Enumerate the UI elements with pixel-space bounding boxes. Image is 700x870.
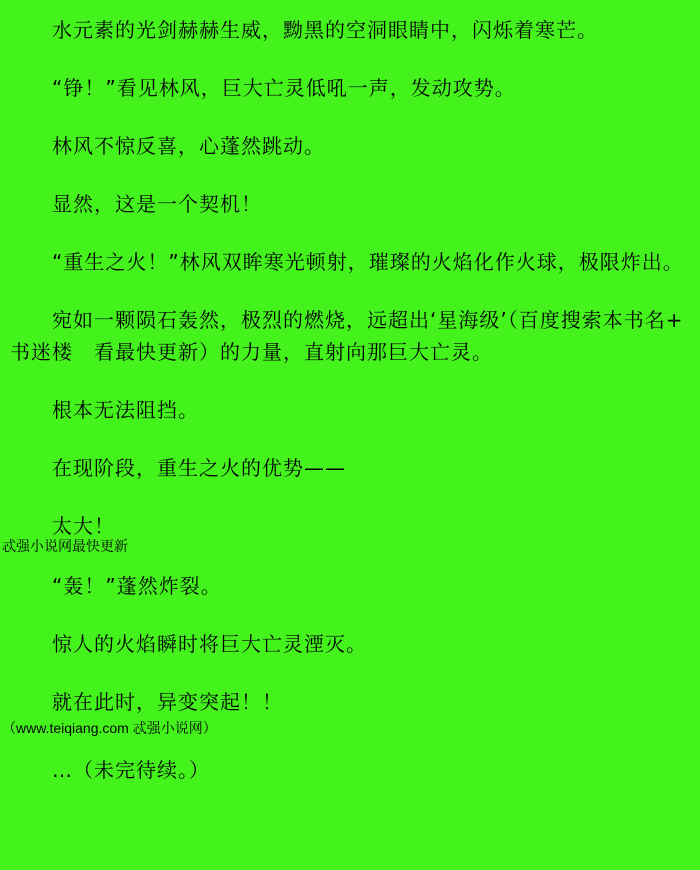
novel-paragraph: 水元素的光剑赫赫生威，黝黑的空洞眼睛中，闪烁着寒芒。 xyxy=(52,18,598,42)
novel-paragraph: “轰！”蓬然炸裂。 xyxy=(52,574,222,598)
site-watermark-url: （www.teiqiang.com 忒强小说网） xyxy=(2,720,217,736)
novel-paragraph: 就在此时，异变突起！！ xyxy=(52,690,283,714)
novel-paragraph: 林风不惊反喜，心蓬然跳动。 xyxy=(52,134,325,158)
novel-paragraph: 显然，这是一个契机！ xyxy=(52,192,262,216)
novel-paragraph: 宛如一颗陨石轰然，极烈的燃烧，远超出‘星海级’（百度搜索本书名+ 书迷楼 看最快更新）的力量，直射向那巨大亡灵。 xyxy=(10,308,684,364)
novel-paragraph: 根本无法阻挡。 xyxy=(52,398,199,422)
novel-paragraph: 太大！ xyxy=(52,514,115,538)
novel-paragraph: “铮！”看见林风，巨大亡灵低吼一声，发动攻势。 xyxy=(52,76,516,100)
novel-paragraph: “重生之火！”林风双眸寒光顿射，璀璨的火焰化作火球，极限炸出。 xyxy=(52,250,684,274)
novel-paragraph: 惊人的火焰瞬时将巨大亡灵湮灭。 xyxy=(52,632,367,656)
novel-paragraph: 在现阶段，重生之火的优势—— xyxy=(52,456,346,480)
novel-paragraph-to-be-continued: …（未完待续。） xyxy=(52,758,210,782)
site-watermark-update-notice: 忒强小说网最快更新 xyxy=(2,538,128,554)
